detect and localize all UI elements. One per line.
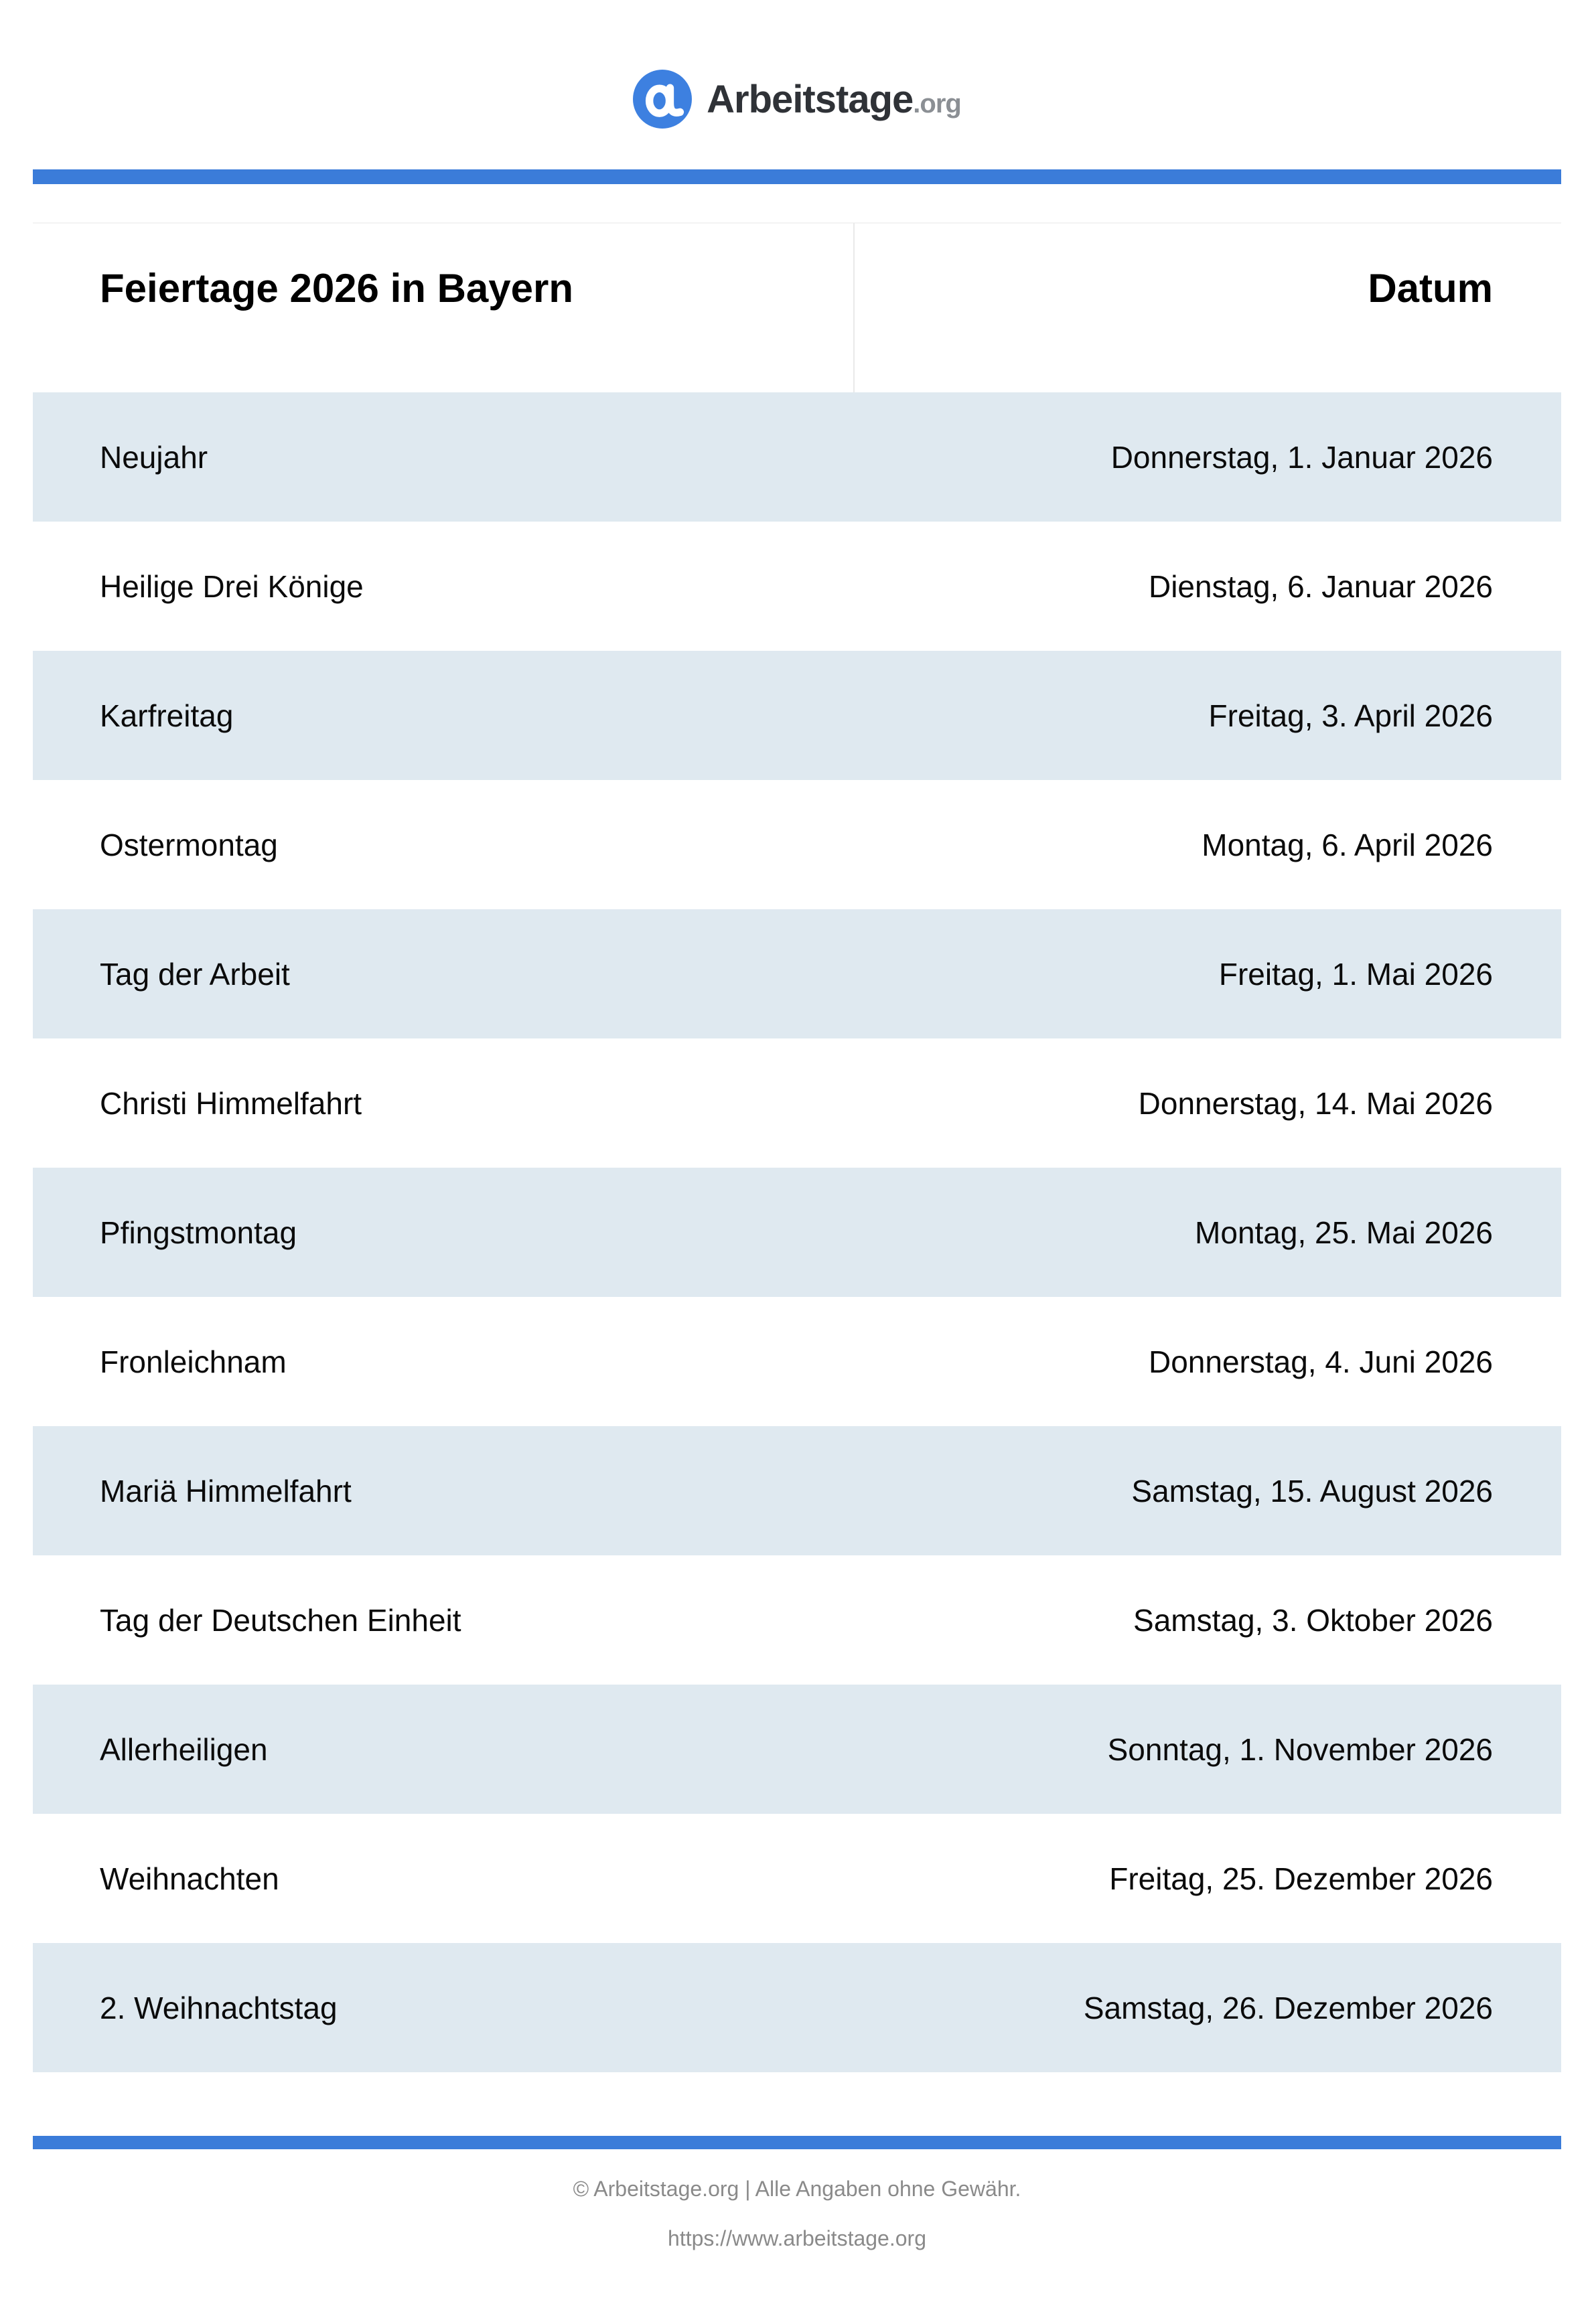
table-row: [33, 1814, 1561, 1943]
holiday-name: Allerheiligen: [100, 1731, 268, 1767]
holiday-name: Heilige Drei Könige: [100, 568, 364, 604]
holiday-name: Mariä Himmelfahrt: [100, 1473, 352, 1508]
logo-name: Arbeitstage: [707, 77, 914, 121]
holiday-table: [33, 392, 1561, 2072]
holiday-name: Karfreitag: [100, 698, 234, 733]
bottom-accent-bar: [33, 2136, 1561, 2149]
holiday-name: Tag der Arbeit: [100, 956, 290, 992]
table-row: [33, 522, 1561, 651]
holiday-date: Donnerstag, 1. Januar 2026: [1110, 439, 1493, 475]
footer-copyright: © Arbeitstage.org | Alle Angaben ohne Gewähr.: [573, 2177, 1021, 2201]
holiday-date: Samstag, 15. August 2026: [1131, 1473, 1493, 1508]
page-footer: [0, 2176, 1594, 2251]
table-header: [33, 184, 1561, 392]
holiday-date: Montag, 25. Mai 2026: [1195, 1215, 1493, 1250]
holiday-date: Samstag, 3. Oktober 2026: [1133, 1602, 1493, 1638]
table-row: [33, 780, 1561, 909]
table-row: [33, 909, 1561, 1038]
holiday-date: Sonntag, 1. November 2026: [1107, 1731, 1493, 1767]
holiday-date: Dienstag, 6. Januar 2026: [1148, 568, 1493, 604]
table-row: [33, 1297, 1561, 1426]
page-title: Feiertage 2026 in Bayern: [100, 266, 574, 311]
holiday-date: Freitag, 3. April 2026: [1208, 698, 1493, 733]
logo-wordmark: [707, 77, 961, 122]
header-column-divider: [853, 223, 855, 392]
a-circle-icon: [633, 70, 692, 129]
logo-tld: .org: [913, 88, 961, 119]
table-row: [33, 1168, 1561, 1297]
holiday-name: Ostermontag: [100, 827, 278, 862]
holiday-date: Freitag, 1. Mai 2026: [1218, 956, 1493, 992]
table-row: [33, 1943, 1561, 2072]
holiday-date: Samstag, 26. Dezember 2026: [1083, 1990, 1493, 2025]
table-row: [33, 1685, 1561, 1814]
top-accent-bar: [33, 169, 1561, 184]
holiday-name: 2. Weihnachtstag: [100, 1990, 338, 2025]
holiday-name: Neujahr: [100, 439, 208, 475]
footer-url: https://www.arbeitstage.org: [668, 2226, 926, 2250]
holiday-name: Pfingstmontag: [100, 1215, 297, 1250]
holiday-name: Weihnachten: [100, 1861, 279, 1896]
table-row: [33, 651, 1561, 780]
holiday-date: Donnerstag, 4. Juni 2026: [1148, 1344, 1493, 1379]
holiday-date: Montag, 6. April 2026: [1202, 827, 1493, 862]
holiday-name: Fronleichnam: [100, 1344, 287, 1379]
holiday-name: Christi Himmelfahrt: [100, 1085, 362, 1121]
table-row: [33, 392, 1561, 522]
table-row: [33, 1555, 1561, 1685]
holiday-date: Freitag, 25. Dezember 2026: [1109, 1861, 1493, 1896]
date-column-label: Datum: [1368, 266, 1493, 311]
table-row: [33, 1426, 1561, 1555]
arbeitstage-logo: [0, 69, 1594, 129]
table-row: [33, 1038, 1561, 1168]
holiday-name: Tag der Deutschen Einheit: [100, 1602, 461, 1638]
holiday-date: Donnerstag, 14. Mai 2026: [1138, 1085, 1493, 1121]
